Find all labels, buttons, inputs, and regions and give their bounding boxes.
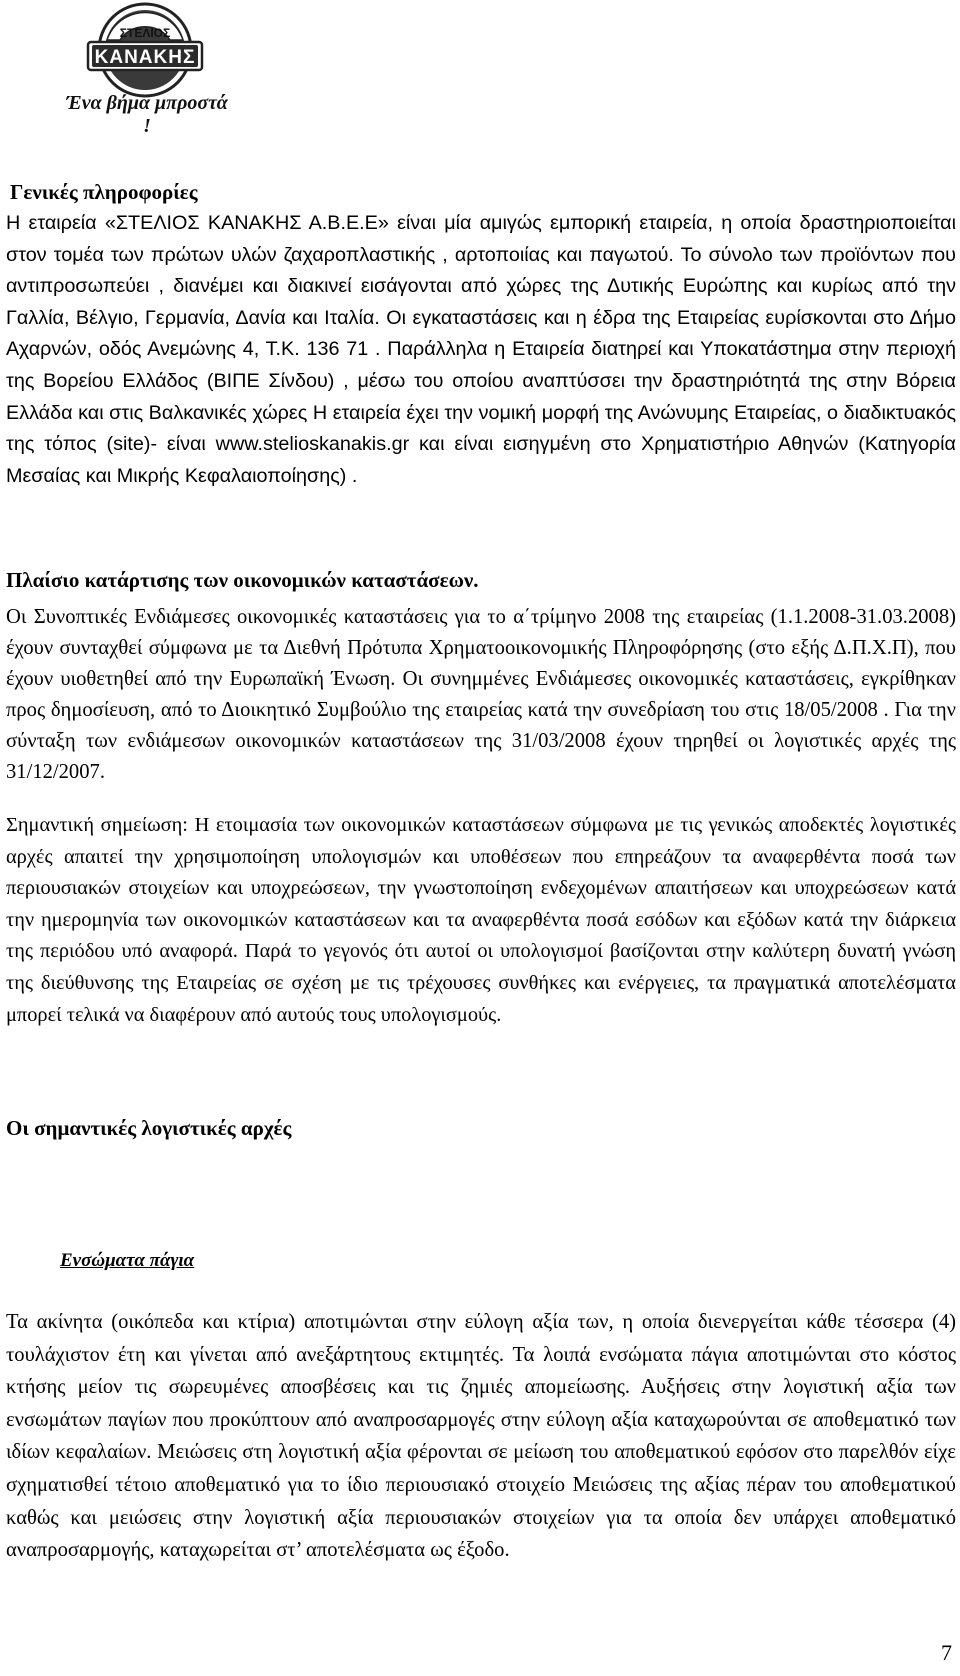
framework-paragraph: Οι Συνοπτικές Ενδιάμεσες οικονομικές καταστάσεις για το α΄τρίμηνο 2008 της εταιρείας (1.1.2008-31.03.2008) έχουν συνταχθεί σύμφωνα με τα Διεθνή Πρότυπα Χρηματοοικονομικής Πληροφόρησης (στο εξής Δ.Π.Χ.Π), που έχουν υιοθετηθεί από την Ευρωπαϊκή Ένωση. Οι συνημμένες Ενδιάμεσες οικονομικές καταστάσεις, εγκρίθηκαν προς δημοσίευση, από το Διοικητικό Συμβούλιο της εταιρείας κατά την συνεδρίαση του στις 18/05/2008 . Για την σύνταξη των ενδιάμεσων οικονομικών καταστάσεων της 31/03/2008 έχουν τηρηθεί οι λογιστικές αρχές της 31/12/2007. — [6, 606, 956, 783]
page-number: 7 — [941, 1640, 952, 1665]
tangible-assets-paragraph: Τα ακίνητα (οικόπεδα και κτίρια) αποτιμώνται στην εύλογη αξία των, η οποία διενεργείται κάθε τέσσερα (4) τουλάχιστον έτη και γίνεται από ανεξάρτητους εκτιμητές. Τα λοιπά ενσώματα πάγια αποτιμώνται στο κόστος κτήσης μείον τις σωρευμένες αποσβέσεις και τις ζημιές απομείωσης. Αυξήσεις στην λογιστική αξία των ενσωμάτων παγίων που προκύπτουν από αναπροσαρμογές στην εύλογη αξία καταχωρούνται σε αποθεματικό των ιδίων κεφαλαίων. Μειώσεις στη λογιστική αξία φέρονται σε μείωση του αποθεματικού εφόσον στο παρελθόν είχε σχηματισθεί τέτοιο αποθεματικό για το ίδιο περιουσιακό στοιχείο Μειώσεις της αξίας πέραν του αποθεματικού καθώς και μειώσεις στην λογιστική αξία περιουσιακών στοιχείων για τα οποία δεν υπάρχει αποθεματικό αναπροσαρμογής, καταχωρείται στ’ αποτελέσματα ως έξοδο. — [6, 1311, 956, 1562]
important-note-paragraph: Σημαντική σημείωση: Η ετοιμασία των οικονομικών καταστάσεων σύμφωνα με τις γενικώς αποδεκτές λογιστικές αρχές απαιτεί την χρησιμοποίηση υπολογισμών και υποθέσεων που επηρεάζουν τα αναφερθέντα ποσά των περιουσιακών στοιχείων και υποχρεώσεων, την γνωστοποίηση ενδεχομένων απαιτήσεων και υποχρεώσεων κατά την ημερομηνία των οικονομικών καταστάσεων και τα αναφερθέντα ποσά εσόδων και εξόδων κατά την διάρκεια της περιόδου υπό αναφορά. Παρά το γεγονός ότι αυτοί οι υπολογισμοί βασίζονται στην καλύτερη δυνατή γνώση της διεύθυνσης της Εταιρείας σε σχέση με τις τρέχουσες συνθήκες και ενέργειες, τα πραγματικά αποτελέσματα μπορεί τελικά να διαφέρουν από αυτούς τους υπολογισμούς. — [6, 814, 956, 1026]
general-info-paragraph: Η εταιρεία «ΣΤΕΛΙΟΣ ΚΑΝΑΚΗΣ Α.Β.Ε.Ε» είναι μία αμιγώς εμπορική εταιρεία, η οποία δραστηριοποιείται στον τομέα των πρώτων υλών ζαχαροπλαστικής , αρτοποιίας και παγωτού. Το σύνολο των προϊόντων που αντιπροσωπεύει , διανέμει και διακινεί εισάγονται από χώρες της Δυτικής Ευρώπης και κυρίως από την Γαλλία, Βέλγιο, Γερμανία, Δανία και Ιταλία. Οι εγκαταστάσεις και η έδρα της Εταιρείας ευρίσκονται στο Δήμο Αχαρνών, οδός Ανεμώνης 4, Τ.Κ. 136 71 . Παράλληλα η Εταιρεία διατηρεί και Υποκατάστημα στην περιοχή της Βορείου Ελλάδος (ΒΙΠΕ Σίνδου) , μέσω του οποίου αναπτύσσει την δραστηριότητά της στην Βόρεια Ελλάδα και στις Βαλκανικές χώρες Η εταιρεία έχει την νομική μορφή της Ανώνυμης Εταιρείας, ο διαδικτυακός της τόπος (site)- είναι www.stelioskanakis.gr και είναι εισηγμένη στο Χρηματιστήριο Αθηνών (Κατηγορία Μεσαίας και Μικρής Κεφαλαιοποίησης) . — [6, 212, 956, 487]
company-logo — [60, 0, 230, 137]
tangible-assets-subheading: Ενσώματα πάγια — [60, 1250, 195, 1271]
framework-heading: Πλαίσιο κατάρτισης των οικονομικών καταστάσεων. — [6, 568, 479, 592]
logo-tagline: Ένα βήμα μπροστά ! — [66, 92, 228, 137]
logo-top-text: ΣΤΕΛΙΟΣ — [119, 26, 171, 40]
general-info-heading: Γενικές πληροφορίες — [10, 180, 198, 204]
logo-emblem — [60, 0, 230, 100]
accounting-policies-heading: Οι σημαντικές λογιστικές αρχές — [6, 1116, 292, 1140]
logo-main-text: ΚΑΝΑΚΗΣ — [94, 47, 196, 68]
